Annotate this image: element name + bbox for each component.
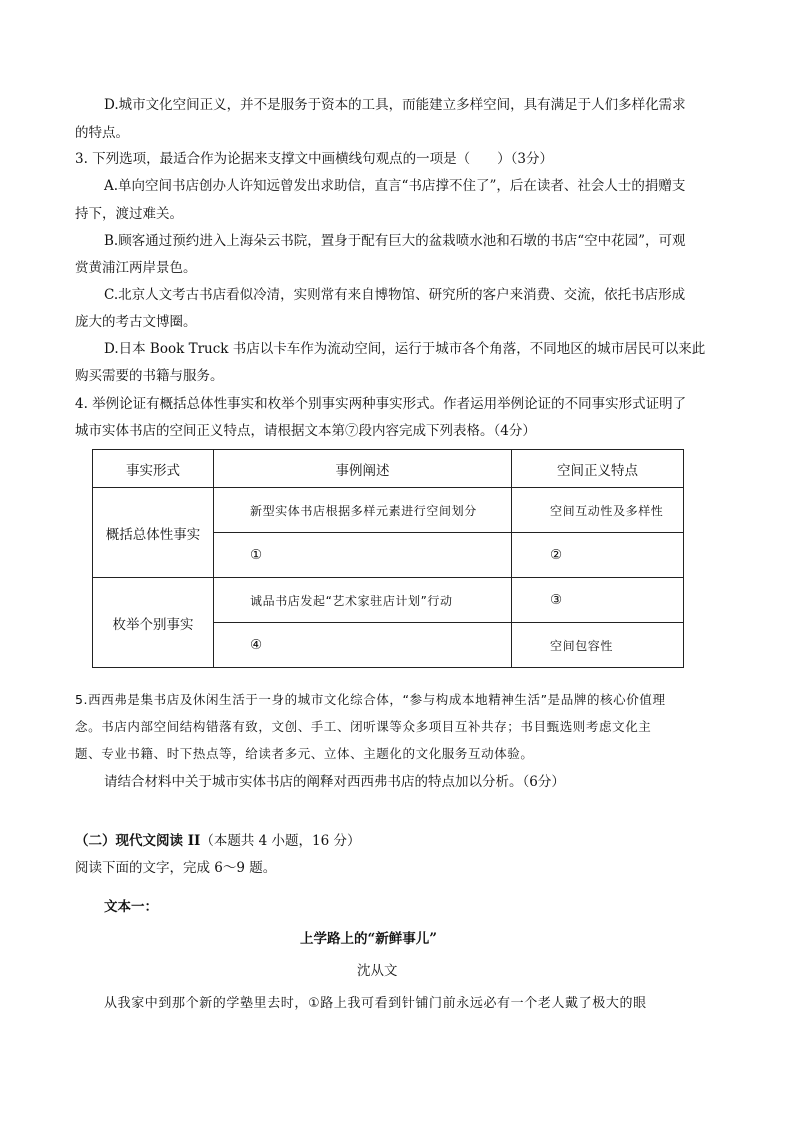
- q3-option-a-line1: A.单向空间书店创办人许知远曾发出求助信，直言“书店撑不住了”，后在读者、社会人士的捐赠支: [104, 178, 686, 194]
- section-2-heading: [75, 832, 361, 850]
- example-1-text: 新型实体书店根据多样元素进行空间划分: [250, 503, 477, 518]
- group-general-fact: 概括总体性事实: [93, 488, 214, 578]
- cell-example-1: [214, 488, 512, 533]
- question-5-material-line2: 念。书店内部空间结构错落有致，文创、手工、闭听课等众多项目互补共存；书目甄选则考虑文化主: [75, 719, 652, 734]
- option-d-line2: 的特点。: [75, 125, 129, 141]
- table-row: [93, 488, 684, 533]
- fact-form-table: [92, 449, 684, 668]
- question-5-ask: 请结合材料中关于城市实体书店的阐释对西西弗书店的特点加以分析。（6分）: [104, 774, 565, 790]
- section-2-title: （二）现代文阅读 II: [75, 833, 201, 849]
- q3-option-b-line1: B.顾客通过预约进入上海朵云书院，置身于配有巨大的盆栽喷水池和石墩的书店“空中花园”，可观: [104, 233, 686, 249]
- table-header-row: [93, 450, 684, 488]
- question-4-stem-line1: 4. 举例论证有概括总体性事实和枚举个别事实两种事实形式。作者运用举例论证的不同事实形式证明了: [75, 396, 687, 412]
- q3-option-b-line2: 赏黄浦江两岸景色。: [75, 260, 197, 276]
- q3-option-c-line1: C.北京人文考古书店看似冷清，实则常有来自博物馆、研究所的客户来消费、交流，依托书店形成: [104, 287, 686, 303]
- article-author: 沈从文: [357, 963, 398, 979]
- group-individual-fact: 枚举个别事实: [93, 578, 214, 668]
- section-2-note: （本题共 4 小题，16 分）: [200, 833, 361, 849]
- question-3-stem: 3. 下列选项，最适合作为论据来支撑文中画横线句观点的一项是（ ）（3分）: [75, 151, 554, 167]
- cell-feature-2: ②: [512, 533, 684, 578]
- section-2-instruction: 阅读下面的文字，完成 6～9 题。: [75, 860, 277, 876]
- cell-example-3: [214, 578, 512, 623]
- text-one-label: 文本一：: [104, 899, 158, 915]
- article-first-line: 从我家中到那个新的学塾里去时，①路上我可看到针铺门前永远必有一个老人戴了极大的眼: [104, 996, 647, 1011]
- q3-option-a-line2: 持下，渡过难关。: [75, 206, 183, 222]
- q3-option-d-line2: 购买需要的书籍与服务。: [75, 368, 224, 384]
- article-title: 上学路上的“新鲜事儿”: [300, 931, 438, 947]
- table-row: [93, 578, 684, 623]
- option-d-line1: D.城市文化空间正义，并不是服务于资本的工具，而能建立多样空间，具有满足于人们多样化需求: [104, 97, 686, 113]
- cell-example-4: ④: [214, 623, 512, 668]
- example-3-text: 诚品书店发起“艺术家驻店计划”行动: [250, 593, 453, 608]
- cell-example-2: ①: [214, 533, 512, 578]
- header-feature: 空间正义特点: [512, 450, 684, 488]
- feature-1-text: 空间互动性及多样性: [550, 503, 664, 518]
- header-fact-form: 事实形式: [93, 450, 214, 488]
- cell-feature-1: [512, 488, 684, 533]
- question-4-stem-line2: 城市实体书店的空间正义特点，请根据文本第⑦段内容完成下列表格。（4分）: [75, 423, 536, 439]
- q3-option-d-line1: D.日本 Book Truck 书店以卡车作为流动空间，运行于城市各个角落，不同地区的城市居民可以来此: [104, 341, 706, 357]
- header-example: 事例阐述: [214, 450, 512, 488]
- question-5-material-line1: 5.西西弗是集书店及休闲生活于一身的城市文化综合体，“参与构成本地精神生活”是品牌的核心价值理: [75, 692, 666, 707]
- feature-4-text: 空间包容性: [550, 638, 614, 653]
- cell-feature-4: [512, 623, 684, 668]
- cell-feature-3: ③: [512, 578, 684, 623]
- question-5-material-line3: 题、专业书籍、时下热点等，给读者多元、立体、主题化的文化服务互动体验。: [75, 746, 534, 761]
- q3-option-c-line2: 庞大的考古文博圈。: [75, 314, 197, 330]
